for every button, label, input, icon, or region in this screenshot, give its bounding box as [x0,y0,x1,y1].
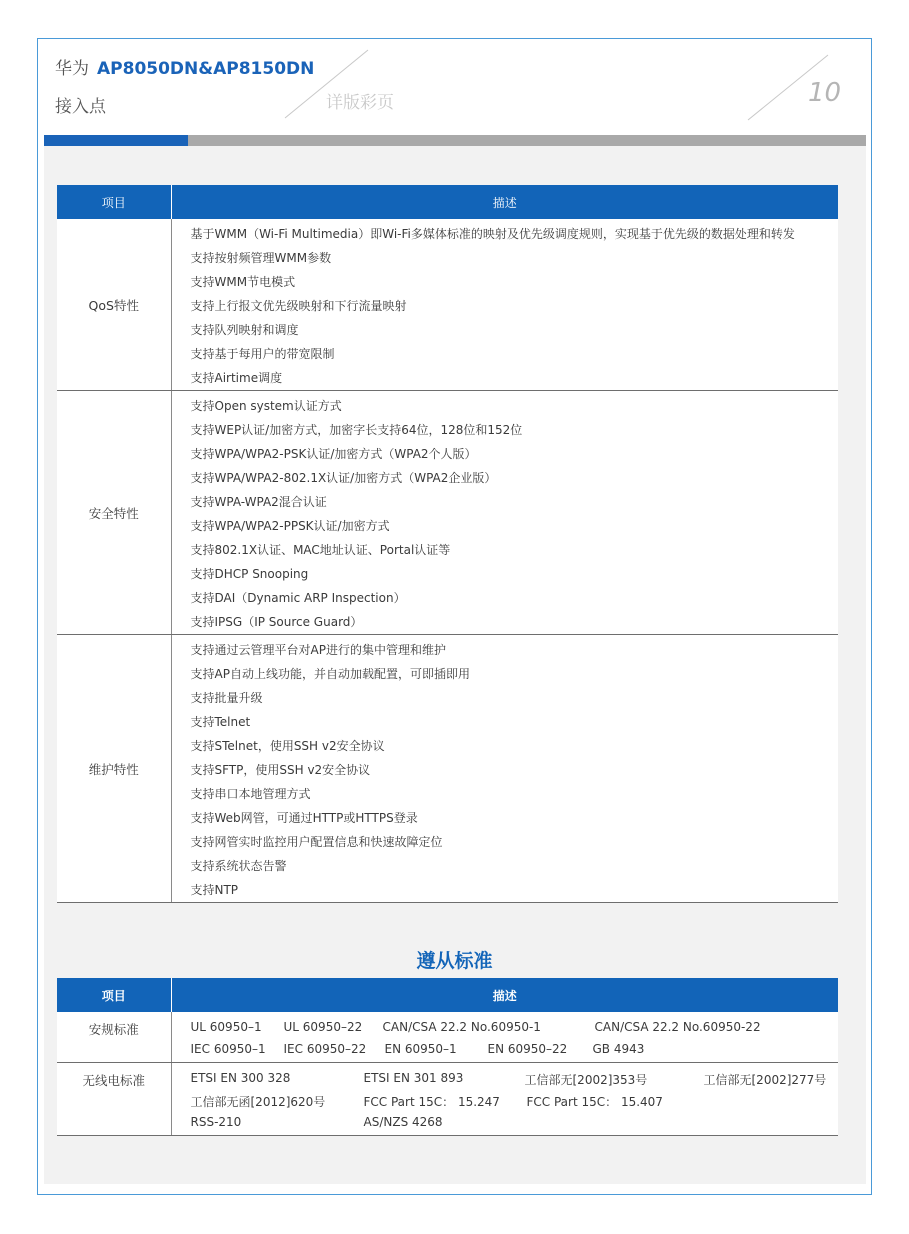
standard-item: RSS-210 [190,1115,242,1129]
category-cell: 无线电标准 [57,1063,171,1136]
standards-line [172,1089,839,1111]
document-title [55,54,314,79]
header-bar-gray [188,135,866,146]
column-header-description: 描述 [171,185,838,219]
table-row-maintenance [57,635,838,903]
description-cell [171,1012,838,1063]
standards-line [172,1016,839,1038]
category-cell: 维护特性 [57,635,171,903]
standard-item: CAN/CSA 22.2 No.60950-22 [594,1020,761,1034]
standard-item: EN 60950–22 [487,1042,568,1056]
standard-item: 工信部无函[2012]620号 [190,1095,326,1109]
feature-item: 支持Telnet [190,715,251,729]
standard-item: ETSI EN 301 893 [363,1071,464,1085]
feature-item: 支持网管实时监控用户配置信息和快速故障定位 [190,835,443,849]
table-header-row [57,185,838,219]
feature-item: 支持系统状态告警 [190,859,287,873]
feature-item: 支持队列映射和调度 [190,323,299,337]
standards-line [172,1067,839,1089]
category-cell: 安规标准 [57,1012,171,1063]
feature-item: 支持WPA/WPA2-PPSK认证/加密方式 [190,519,390,533]
standards-table [57,978,838,1136]
category-cell: 安全特性 [57,391,171,635]
product-model: AP8050DN&AP8150DN [97,59,315,79]
feature-item: 支持通过云管理平台对AP进行的集中管理和维护 [190,643,446,657]
feature-item: 支持按射频管理WMM参数 [190,251,332,265]
standard-item: FCC Part 15C： 15.407 [526,1095,663,1109]
feature-item: 支持STelnet，使用SSH v2安全协议 [190,739,385,753]
feature-item: 支持WEP认证/加密方式，加密字长支持64位，128位和152位 [190,423,523,437]
table-row-radio [57,1063,838,1136]
table-row-qos [57,219,838,391]
feature-item: 支持DAI（Dynamic ARP Inspection） [190,591,406,605]
column-header-item: 项目 [57,978,171,1012]
feature-item: 支持串口本地管理方式 [190,787,311,801]
feature-item: 支持Airtime调度 [190,371,283,385]
standard-item: CAN/CSA 22.2 No.60950-1 [382,1020,541,1034]
feature-item: 支持NTP [190,883,239,897]
header-bar-accent [44,135,188,146]
standards-line [172,1111,839,1133]
page-number: 10 [808,78,842,108]
feature-item: 支持上行报文优先级映射和下行流量映射 [190,299,407,313]
feature-item: 支持基于每用户的带宽限制 [190,347,335,361]
standard-item: 工信部无[2002]277号 [703,1073,827,1087]
column-header-description: 描述 [171,978,838,1012]
document-tag: 详版彩页 [326,93,394,113]
brand-name: 华为 [55,59,89,79]
feature-item: 支持Web网管，可通过HTTP或HTTPS登录 [190,811,418,825]
standards-line [172,1038,839,1060]
standard-item: 工信部无[2002]353号 [524,1073,648,1087]
table-header-row [57,978,838,1012]
feature-item: 支持WPA/WPA2-802.1X认证/加密方式（WPA2企业版） [190,471,497,485]
feature-spec-table [57,185,838,903]
table-row-security [57,391,838,635]
feature-item: 基于WMM（Wi-Fi Multimedia）即Wi-Fi多媒体标准的映射及优先级调度规则，实现基于优先级的数据处理和转发 [190,227,795,241]
standard-item: AS/NZS 4268 [363,1115,443,1129]
table-row-safety [57,1012,838,1063]
standard-item: ETSI EN 300 328 [190,1071,291,1085]
feature-item: 支持DHCP Snooping [190,567,309,581]
standard-item: UL 60950–22 [283,1020,363,1034]
feature-item: 支持WPA/WPA2-PSK认证/加密方式（WPA2个人版） [190,447,477,461]
feature-item: 支持WPA-WPA2混合认证 [190,495,327,509]
category-cell: QoS特性 [57,219,171,391]
document-subtitle: 接入点 [55,97,106,117]
feature-item: 支持802.1X认证、MAC地址认证、Portal认证等 [190,543,451,557]
feature-item: 支持批量升级 [190,691,263,705]
description-cell [171,635,838,903]
feature-item: 支持WMM节电模式 [190,275,296,289]
feature-item: 支持Open system认证方式 [190,399,342,413]
feature-item: 支持IPSG（IP Source Guard） [190,615,363,629]
standard-item: FCC Part 15C： 15.247 [363,1095,500,1109]
feature-item: 支持SFTP，使用SSH v2安全协议 [190,763,371,777]
standard-item: EN 60950–1 [384,1042,457,1056]
feature-item: 支持AP自动上线功能，并自动加载配置，可即插即用 [190,667,470,681]
standard-item: GB 4943 [592,1042,645,1056]
column-header-item: 项目 [57,185,171,219]
standards-section-title: 遵从标准 [416,950,493,972]
standard-item: UL 60950–1 [190,1020,262,1034]
standard-item: IEC 60950–1 [190,1042,266,1056]
standard-item: IEC 60950–22 [283,1042,367,1056]
description-cell [171,391,838,635]
description-cell [171,219,838,391]
description-cell [171,1063,838,1136]
